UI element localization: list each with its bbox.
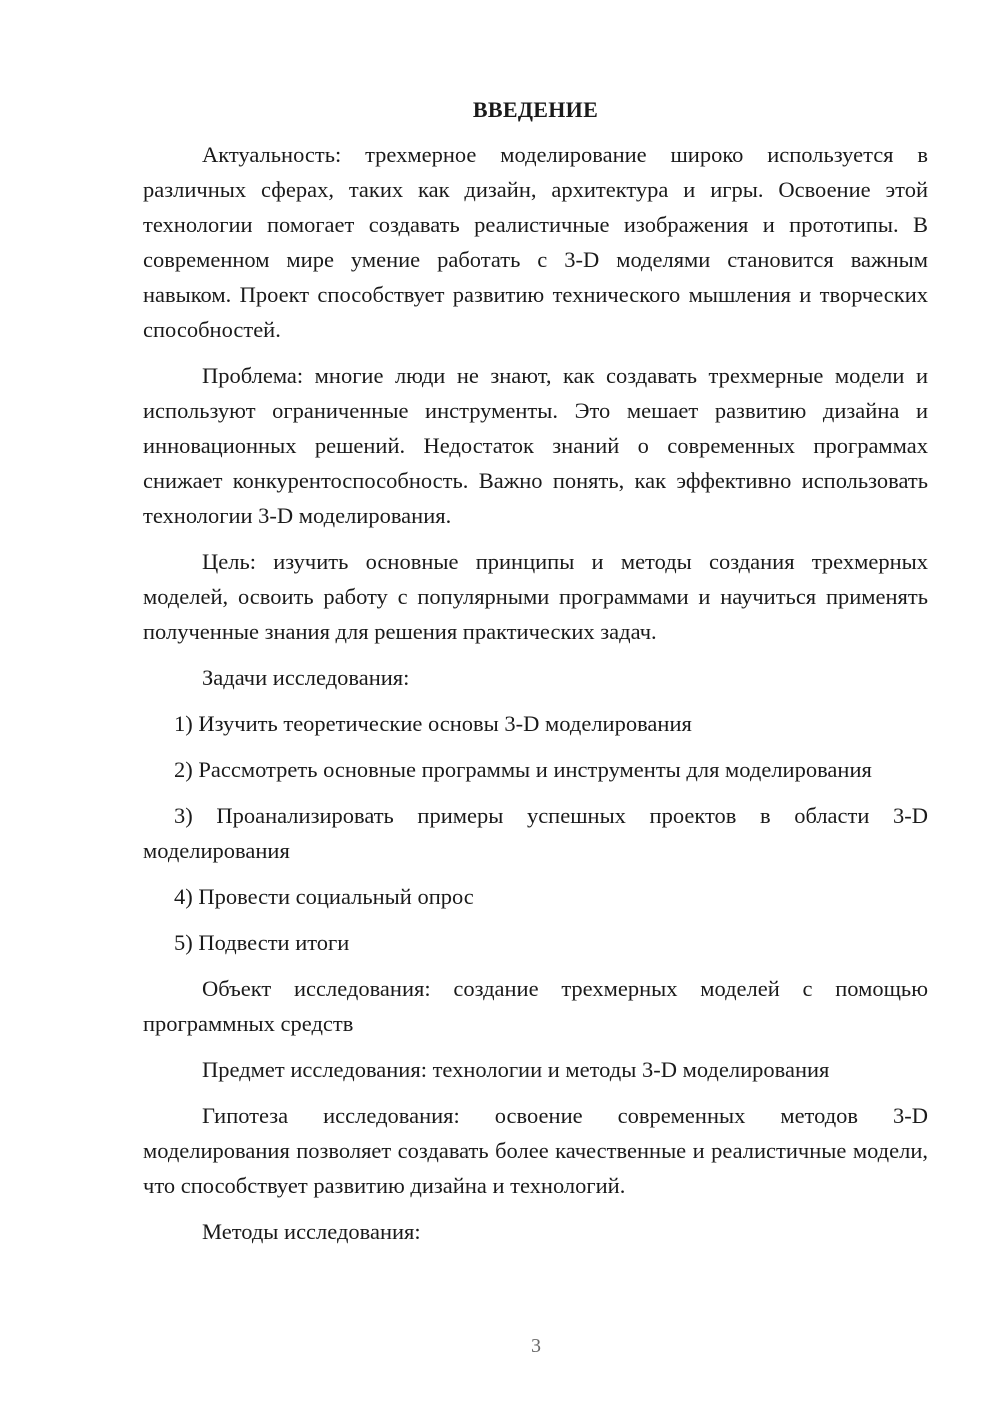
task-item: 2) Рассмотреть основные программы и инструменты для моделирования bbox=[174, 757, 872, 782]
page-content bbox=[143, 92, 928, 1260]
task-item: 5) Подвести итоги bbox=[174, 930, 350, 955]
section-title: ВВЕДЕНИЕ bbox=[472, 97, 599, 122]
task-item: 3) Проанализировать примеры успешных проектов в области 3-D моделирования bbox=[143, 803, 928, 863]
problem-paragraph: Проблема: многие люди не знают, как создавать трехмерные модели и используют ограниченные инструменты. Это мешает развитию дизайна и инновационных решений. Недостаток знаний о современных программах снижает конкурентоспособность. Важно понять, как эффективно использовать технологии 3-D моделирования. bbox=[143, 363, 928, 528]
subject-paragraph: Предмет исследования: технологии и методы 3-D моделирования bbox=[202, 1057, 830, 1082]
task-item: 4) Провести социальный опрос bbox=[174, 884, 474, 909]
task-item: 1) Изучить теоретические основы 3-D моделирования bbox=[174, 711, 692, 736]
tasks-heading: Задачи исследования: bbox=[202, 665, 410, 690]
goal-paragraph: Цель: изучить основные принципы и методы создания трехмерных моделей, освоить работу с популярными программами и научиться применять полученные знания для решения практических задач. bbox=[143, 549, 928, 644]
page-number: 3 bbox=[531, 1335, 541, 1357]
object-paragraph: Объект исследования: создание трехмерных моделей с помощью программных средств bbox=[143, 976, 928, 1036]
hypothesis-paragraph: Гипотеза исследования: освоение современных методов 3-D моделирования позволяет создавать более качественные и реалистичные модели, что способствует развитию дизайна и технологий. bbox=[143, 1103, 928, 1198]
relevance-paragraph: Актуальность: трехмерное моделирование широко используется в различных сферах, таких как дизайн, архитектура и игры. Освоение этой технологии помогает создавать реалистичные изображения и прототипы. В современном мире умение работать с 3-D моделями становится важным навыком. Проект способствует развитию технического мышления и творческих способностей. bbox=[143, 142, 928, 342]
methods-heading: Методы исследования: bbox=[202, 1219, 421, 1244]
